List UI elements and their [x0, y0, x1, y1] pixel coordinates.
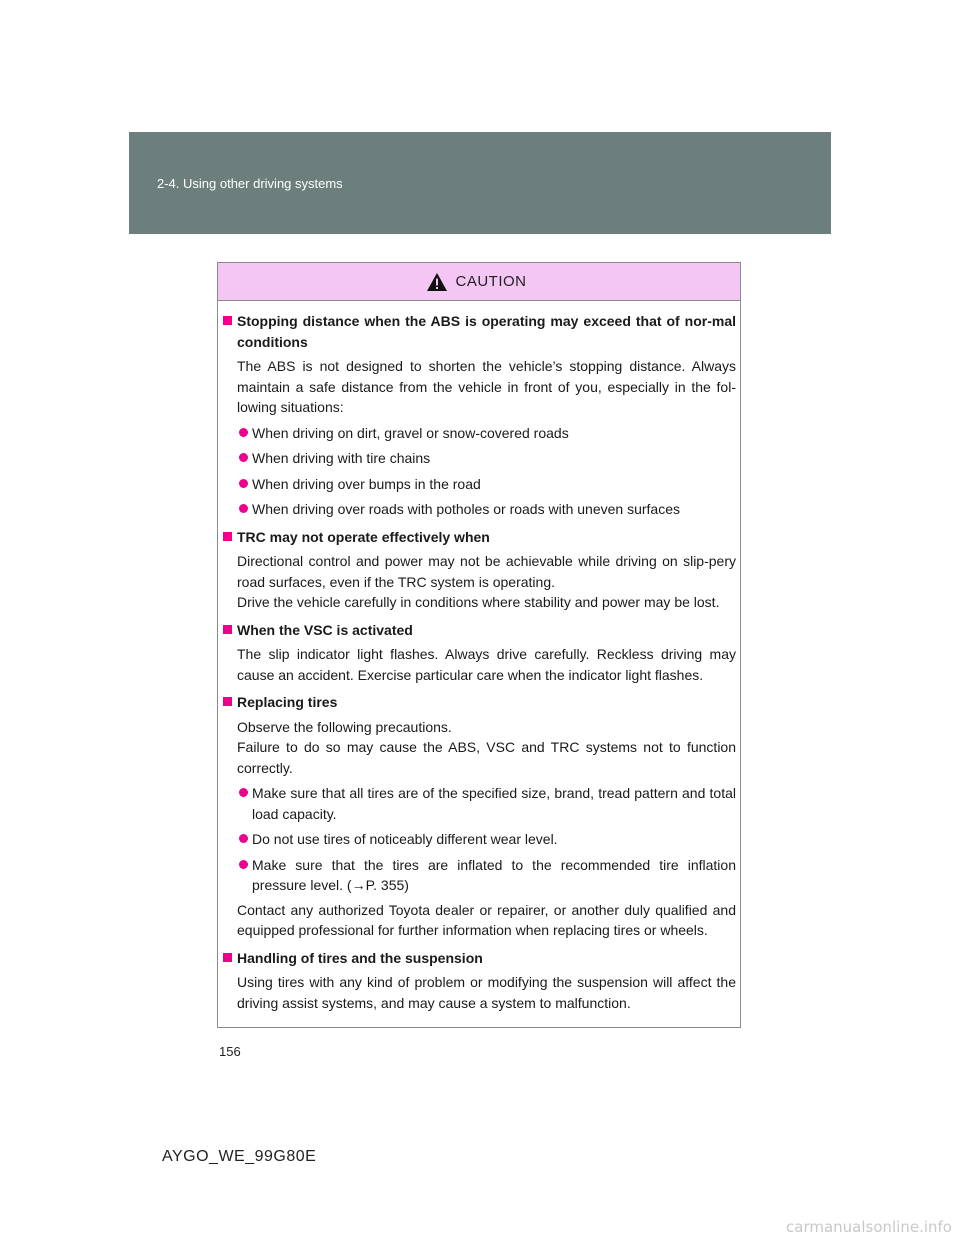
- section-paragraph: Drive the vehicle carefully in conditions where stability and power may be lost.: [237, 594, 720, 610]
- caution-header: [218, 263, 740, 301]
- list-item: When driving over roads with potholes or roads with uneven surfaces: [239, 499, 736, 520]
- section-title: 2-4. Using other driving systems: [157, 176, 343, 191]
- list-item: Make sure that all tires are of the specified size, brand, tread pattern and total load capacity.: [239, 783, 736, 824]
- section-paragraph: Directional control and power may not be achievable while driving on slip-pery road surfaces, even if the TRC system is operating.: [237, 553, 736, 590]
- section-heading: Handling of tires and the suspension: [223, 948, 736, 969]
- square-bullet-icon: [223, 532, 232, 541]
- section-paragraph: The slip indicator light flashes. Always drive carefully. Reckless driving may cause an accident. Exercise particular care when the indicator light flashes.: [237, 646, 736, 683]
- section-heading: TRC may not operate effectively when: [223, 527, 736, 548]
- list-item: Do not use tires of noticeably different wear level.: [239, 829, 736, 850]
- section-paragraph: Failure to do so may cause the ABS, VSC and TRC systems not to function correctly.: [237, 739, 736, 776]
- section-paragraph: The ABS is not designed to shorten the vehicle’s stopping distance. Always maintain a safe distance from the vehicle in front of you, especially in the fol-lowing situations:: [237, 358, 736, 415]
- document-code: AYGO_WE_99G80E: [162, 1148, 317, 1165]
- section-heading: Stopping distance when the ABS is operating may exceed that of nor-mal conditions: [223, 311, 736, 352]
- square-bullet-icon: [223, 953, 232, 962]
- round-bullet-icon: [239, 428, 248, 437]
- round-bullet-icon: [239, 788, 248, 797]
- list-item: Make sure that the tires are inflated to the recommended tire inflation pressure level. (→P. 355): [239, 855, 736, 896]
- list-item: When driving on dirt, gravel or snow-covered roads: [239, 423, 736, 444]
- section-paragraph: Using tires with any kind of problem or modifying the suspension will affect the driving assist systems, and may cause a system to malfunction.: [237, 974, 736, 1011]
- caution-box: [217, 262, 741, 1028]
- caution-content: [218, 301, 740, 1013]
- round-bullet-icon: [239, 453, 248, 462]
- section-abs-stopping-distance: [223, 311, 736, 520]
- section-header: [129, 132, 831, 234]
- section-heading: Replacing tires: [223, 692, 736, 713]
- section-vsc: [223, 620, 736, 686]
- caution-title: CAUTION: [455, 273, 527, 290]
- watermark-text: carmanualsonline.info: [786, 1218, 952, 1236]
- section-replacing-tires: [223, 692, 736, 941]
- section-heading: When the VSC is activated: [223, 620, 736, 641]
- list-item: When driving over bumps in the road: [239, 474, 736, 495]
- section-trc: [223, 527, 736, 613]
- round-bullet-icon: [239, 834, 248, 843]
- round-bullet-icon: [239, 504, 248, 513]
- section-paragraph: Observe the following precautions.: [237, 718, 452, 735]
- section-tires-suspension: [223, 948, 736, 1014]
- square-bullet-icon: [223, 625, 232, 634]
- round-bullet-icon: [239, 860, 248, 869]
- section-paragraph: Contact any authorized Toyota dealer or repairer, or another duly qualified and equipped professional for further information when replacing tires or wheels.: [237, 901, 736, 938]
- square-bullet-icon: [223, 316, 232, 325]
- page-number: 156: [219, 1044, 241, 1059]
- warning-icon: [426, 272, 448, 292]
- round-bullet-icon: [239, 479, 248, 488]
- square-bullet-icon: [223, 697, 232, 706]
- list-item: When driving with tire chains: [239, 448, 736, 469]
